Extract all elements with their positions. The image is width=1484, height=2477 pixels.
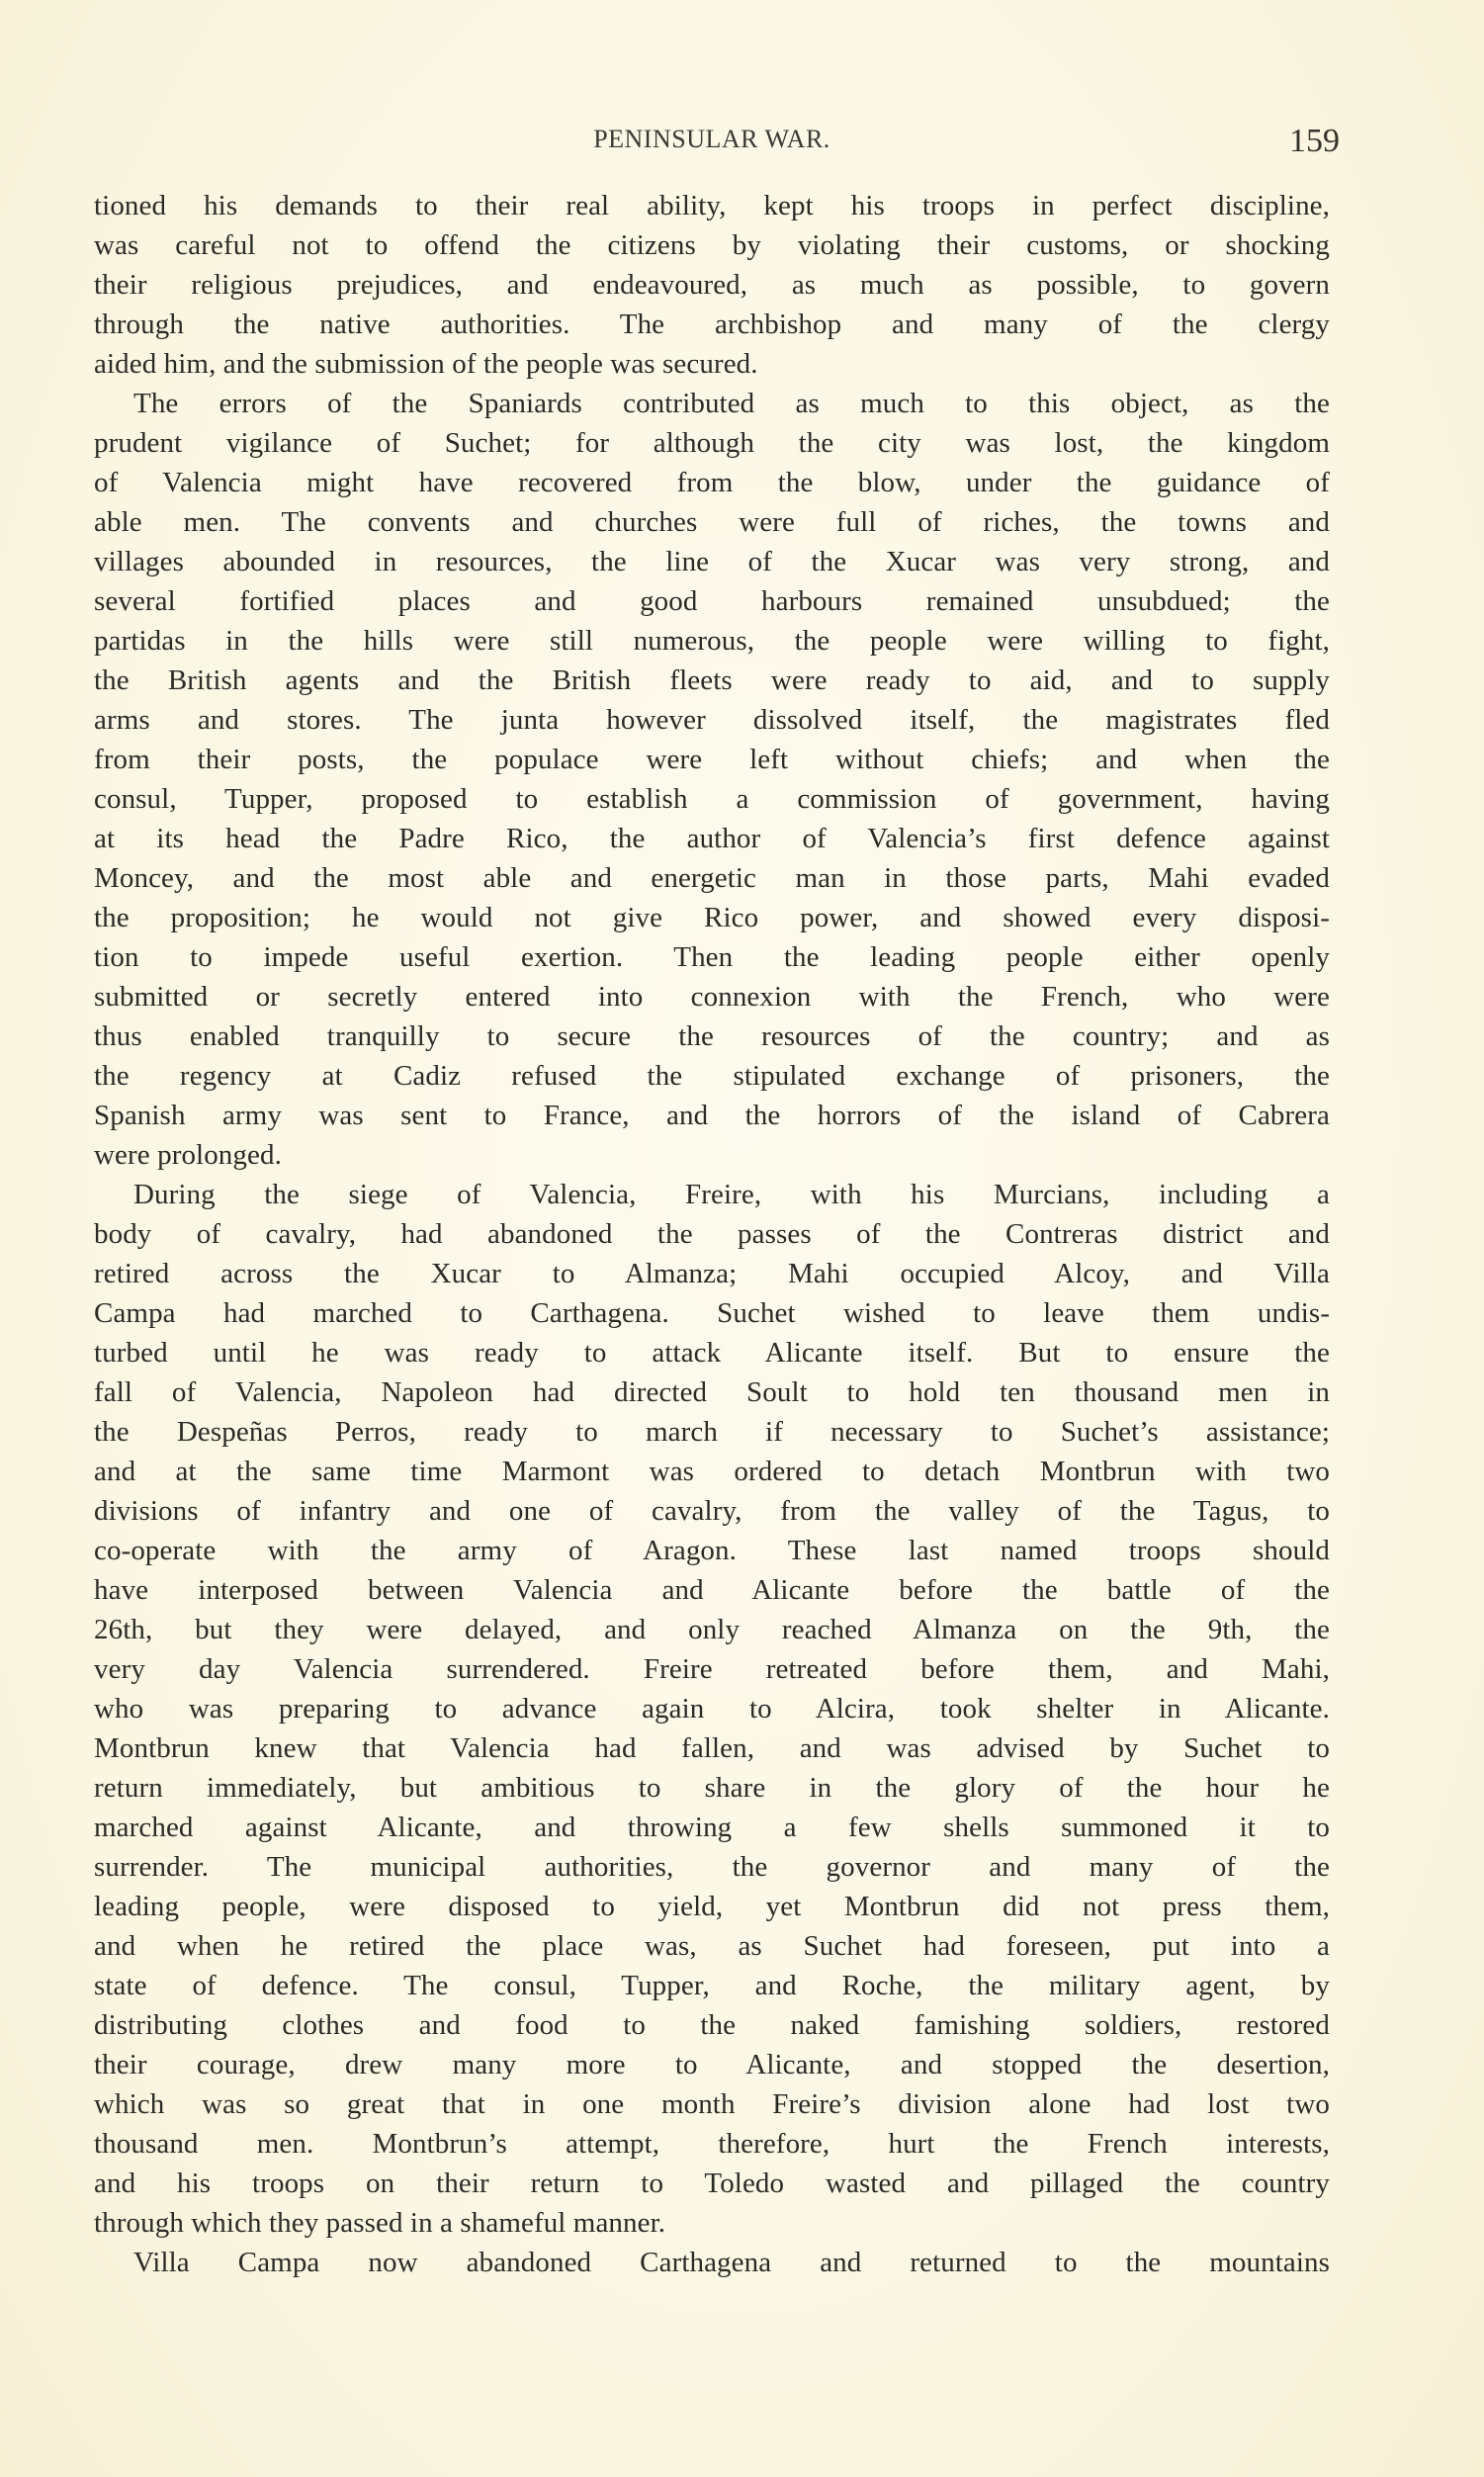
paragraph xyxy=(94,1175,1330,2243)
text-line: The errors of the Spaniards contributed as much to this object, as the xyxy=(133,388,1330,419)
text-line: distributing clothes and food to the naked famishing soldiers, restored xyxy=(94,2009,1330,2041)
text-line: Moncey, and the most able and energetic man in those parts, Mahi evaded xyxy=(94,862,1330,894)
text-line: and his troops on their return to Toledo wasted and pillaged the country xyxy=(94,2167,1330,2199)
text-line: was careful not to offend the citizens by violating their customs, or shocking xyxy=(94,229,1330,261)
text-line: at its head the Padre Rico, the author of Valencia’s first defence against xyxy=(94,823,1330,854)
text-line: who was preparing to advance again to Alcira, took shelter in Alicante. xyxy=(94,1693,1330,1725)
running-header xyxy=(94,117,1340,172)
page-number: 159 xyxy=(1289,123,1340,159)
text-line: fall of Valencia, Napoleon had directed Soult to hold ten thousand men in xyxy=(94,1376,1330,1408)
text-line: and at the same time Marmont was ordered to detach Montbrun with two xyxy=(94,1456,1330,1487)
text-line: villages abounded in resources, the line of the Xucar was very strong, and xyxy=(94,546,1330,577)
text-line: turbed until he was ready to attack Alicante itself. But to ensure the xyxy=(94,1337,1330,1369)
text-line: able men. The convents and churches were full of riches, the towns and xyxy=(94,506,1330,538)
text-line: the proposition; he would not give Rico power, and showed every disposi- xyxy=(94,902,1330,933)
text-line: their religious prejudices, and endeavoured, as much as possible, to govern xyxy=(94,269,1330,301)
text-line: Campa had marched to Carthagena. Suchet wished to leave them undis- xyxy=(94,1297,1330,1329)
text-line: consul, Tupper, proposed to establish a commission of government, having xyxy=(94,783,1330,815)
text-line: During the siege of Valencia, Freire, with his Murcians, including a xyxy=(133,1179,1330,1210)
text-line: prudent vigilance of Suchet; for although the city was lost, the kingdom xyxy=(94,427,1330,459)
text-line: from their posts, the populace were left without chiefs; and when the xyxy=(94,744,1330,775)
text-line: thus enabled tranquilly to secure the resources of the country; and as xyxy=(94,1020,1330,1052)
text-line: co-operate with the army of Aragon. These last named troops should xyxy=(94,1535,1330,1566)
text-line: of Valencia might have recovered from the blow, under the guidance of xyxy=(94,467,1330,498)
text-line: marched against Alicante, and throwing a few shells summoned it to xyxy=(94,1812,1330,1843)
text-line: the Despeñas Perros, ready to march if necessary to Suchet’s assistance; xyxy=(94,1416,1330,1448)
text-line: divisions of infantry and one of cavalry, from the valley of the Tagus, to xyxy=(94,1495,1330,1527)
text-line: body of cavalry, had abandoned the passes of the Contreras district and xyxy=(94,1218,1330,1250)
text-line: have interposed between Valencia and Alicante before the battle of the xyxy=(94,1574,1330,1606)
text-line: the regency at Cadiz refused the stipulated exchange of prisoners, the xyxy=(94,1060,1330,1092)
running-title: PENINSULAR WAR. xyxy=(593,125,830,153)
paragraph xyxy=(94,2243,1330,2282)
text-line: surrender. The municipal authorities, the governor and many of the xyxy=(94,1851,1330,1883)
text-line: and when he retired the place was, as Suchet had foreseen, put into a xyxy=(94,1930,1330,1962)
text-line: Montbrun knew that Valencia had fallen, and was advised by Suchet to xyxy=(94,1732,1330,1764)
book-page xyxy=(94,117,1340,2282)
text-line: their courage, drew many more to Alicante, and stopped the desertion, xyxy=(94,2049,1330,2080)
text-line: tion to impede useful exertion. Then the leading people either openly xyxy=(94,941,1330,973)
text-line: which was so great that in one month Freire’s division alone had lost two xyxy=(94,2088,1330,2120)
text-line: through the native authorities. The archbishop and many of the clergy xyxy=(94,309,1330,340)
text-line: several fortified places and good harbours remained unsubdued; the xyxy=(94,585,1330,617)
body-text xyxy=(94,186,1330,2282)
text-line: aided him, and the submission of the people was secured. xyxy=(94,348,758,380)
text-line: Villa Campa now abandoned Carthagena and returned to the mountains xyxy=(133,2247,1330,2278)
text-line: partidas in the hills were still numerous, the people were willing to fight, xyxy=(94,625,1330,657)
text-line: submitted or secretly entered into connexion with the French, who were xyxy=(94,981,1330,1013)
text-line: tioned his demands to their real ability, kept his troops in perfect discipline, xyxy=(94,190,1330,221)
text-line: 26th, but they were delayed, and only reached Almanza on the 9th, the xyxy=(94,1614,1330,1645)
text-line: Spanish army was sent to France, and the horrors of the island of Cabrera xyxy=(94,1100,1330,1131)
paragraph xyxy=(94,186,1330,384)
text-line: the British agents and the British fleets were ready to aid, and to supply xyxy=(94,664,1330,696)
paragraph xyxy=(94,384,1330,1175)
text-line: retired across the Xucar to Almanza; Mahi occupied Alcoy, and Villa xyxy=(94,1258,1330,1289)
text-line: return immediately, but ambitious to share in the glory of the hour he xyxy=(94,1772,1330,1804)
text-line: were prolonged. xyxy=(94,1139,282,1171)
text-line: through which they passed in a shameful manner. xyxy=(94,2207,666,2239)
text-line: state of defence. The consul, Tupper, and Roche, the military agent, by xyxy=(94,1970,1330,2001)
text-line: thousand men. Montbrun’s attempt, therefore, hurt the French interests, xyxy=(94,2128,1330,2160)
text-line: arms and stores. The junta however dissolved itself, the magistrates fled xyxy=(94,704,1330,736)
text-line: very day Valencia surrendered. Freire retreated before them, and Mahi, xyxy=(94,1653,1330,1685)
text-line: leading people, were disposed to yield, yet Montbrun did not press them, xyxy=(94,1891,1330,1922)
